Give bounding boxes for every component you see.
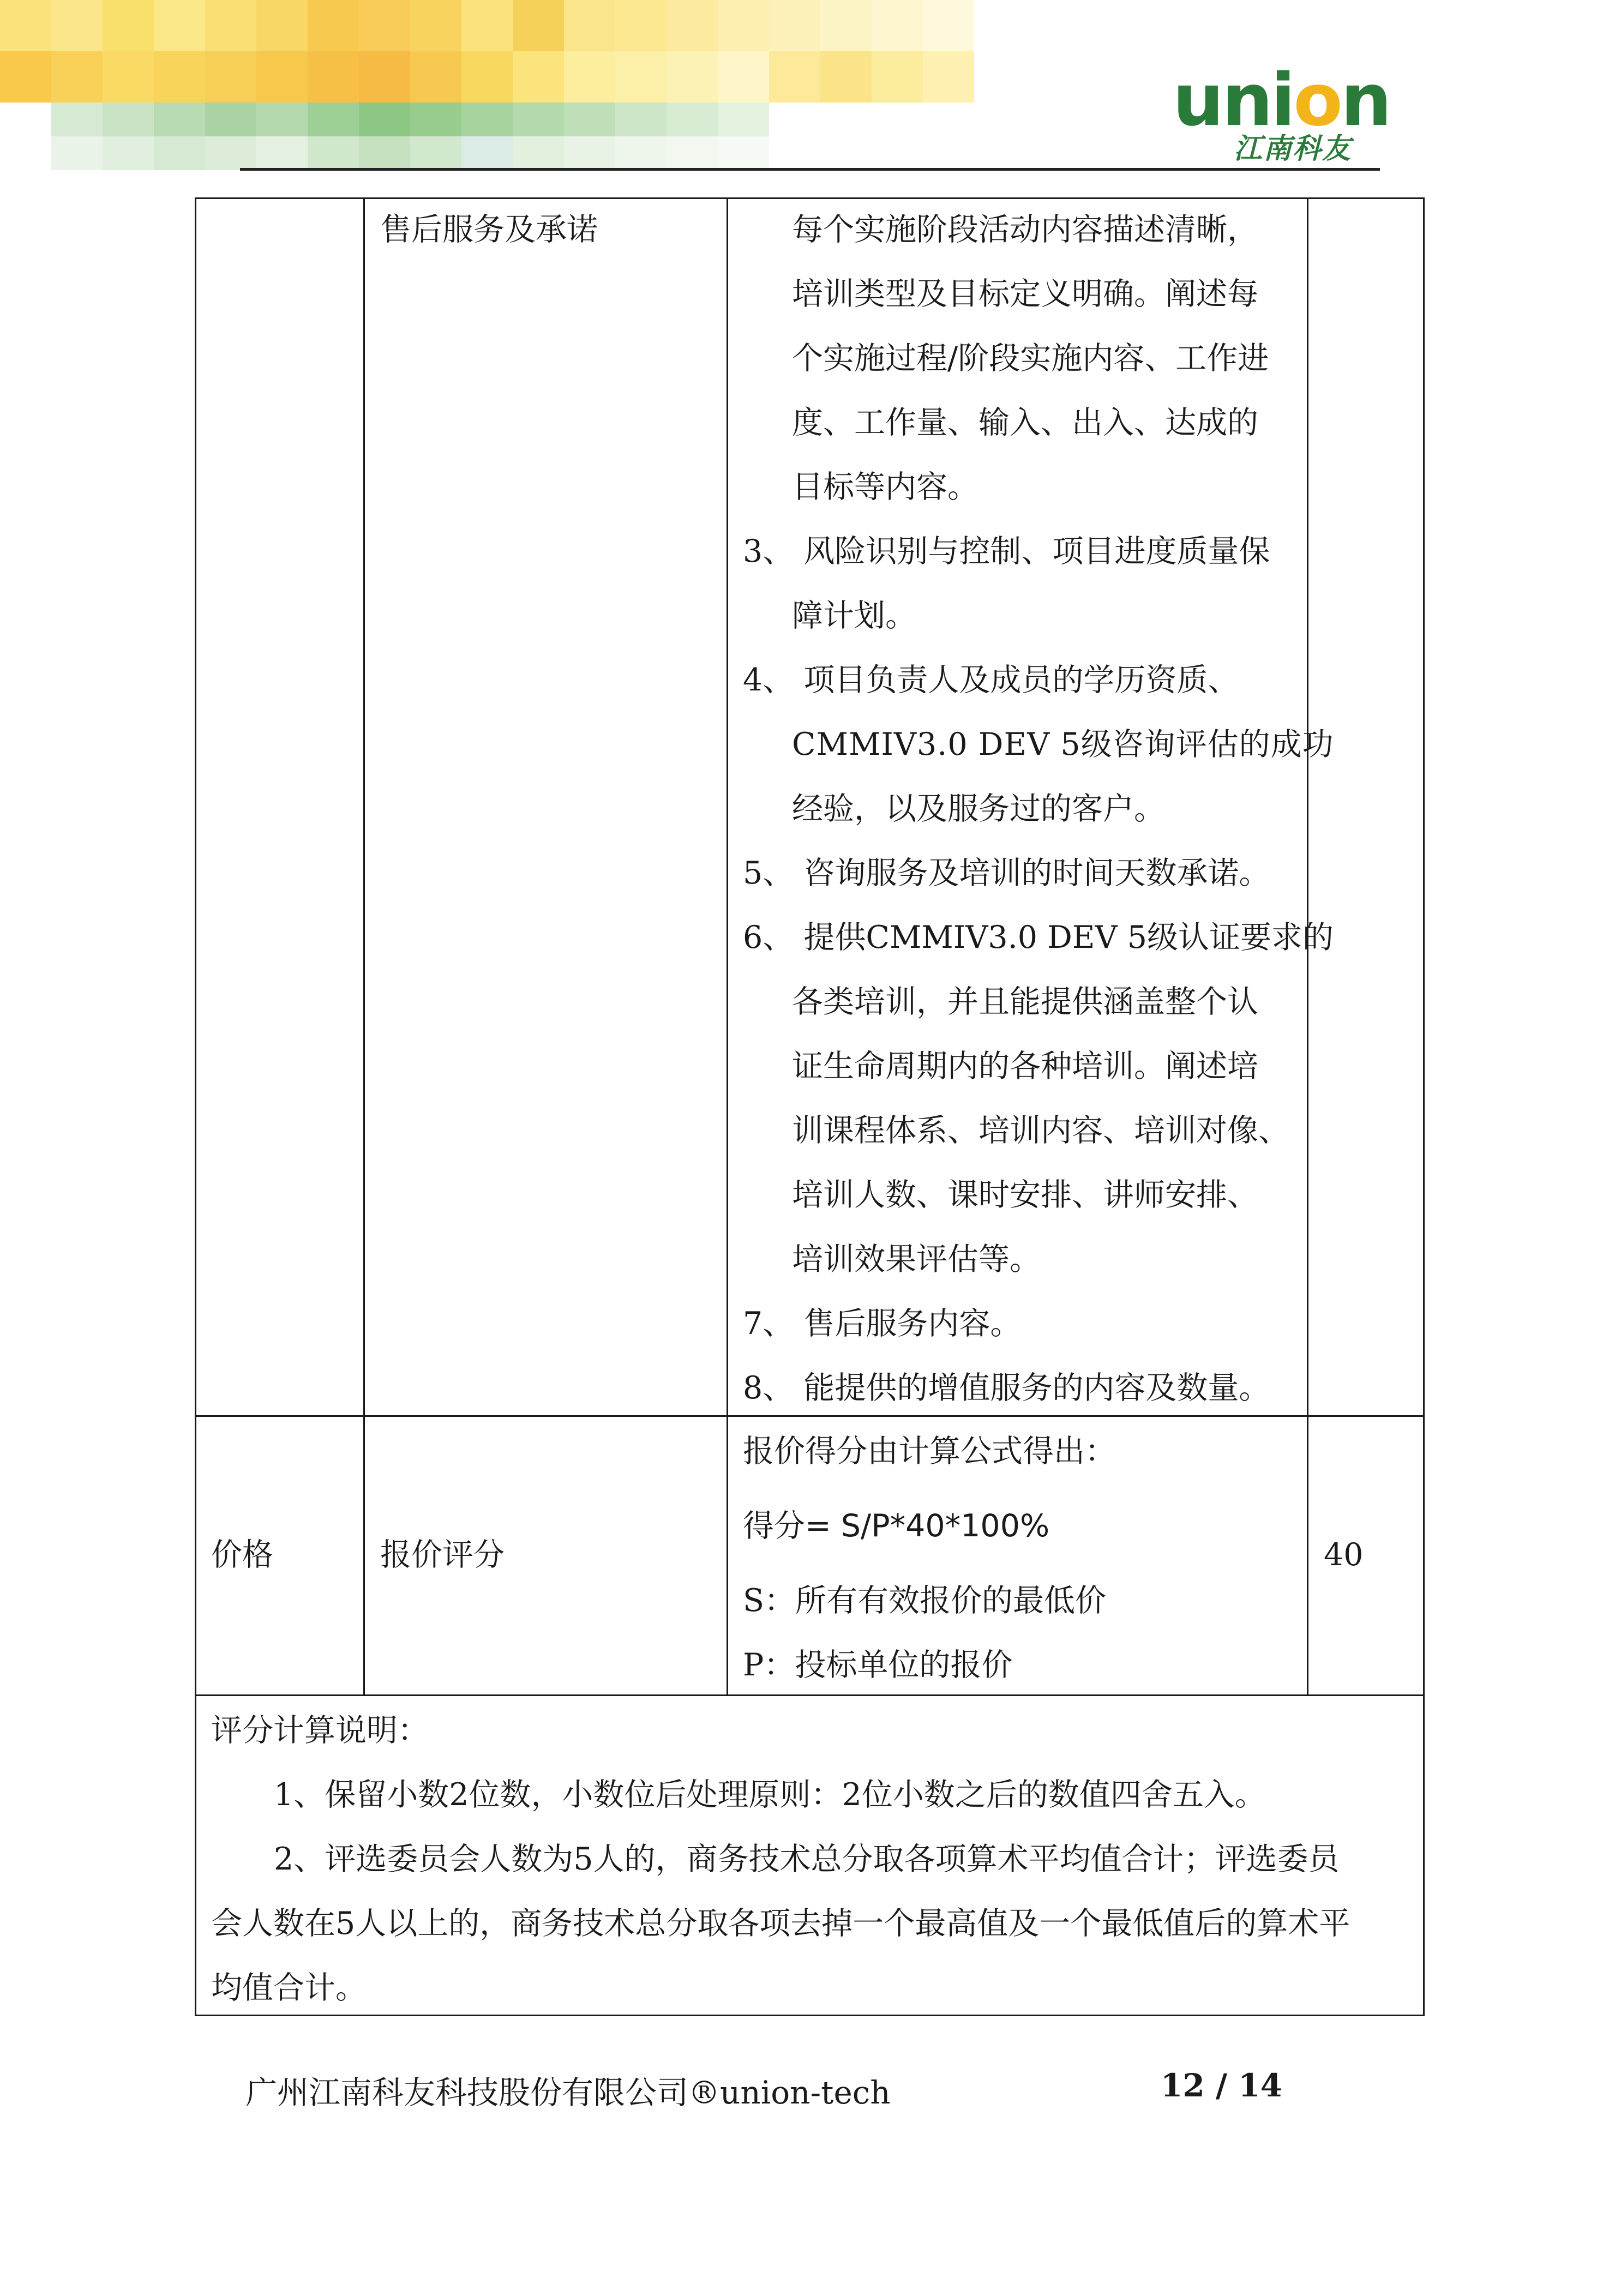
mosaic-tile [461,103,513,136]
mosaic-tile [51,0,103,51]
mosaic-tile [154,51,205,103]
sub-item-cell: 报价评分 [380,1537,505,1573]
mosaic-tile [820,0,872,51]
mosaic-tile [256,103,308,136]
notes-title: 评分计算说明： [211,1712,429,1748]
criteria-line: 培训效果评估等。 [792,1241,1041,1277]
mosaic-tile [308,136,359,170]
mosaic-tile [308,103,359,136]
mosaic-tile [513,136,564,170]
criteria-list-item: 3、 风险识别与控制、项目进度质量保 [743,533,1270,569]
mosaic-tile [513,0,564,51]
mosaic-tile [615,0,667,51]
mosaic-tile [51,51,103,103]
criteria-list-item: 7、 售后服务内容。 [743,1306,1022,1342]
criteria-line: P：投标单位的报价 [743,1647,1013,1683]
mosaic-tile [205,136,256,170]
logo-subtitle: 江南科友 [1234,133,1352,165]
criteria-line: 培训人数、课时安排、讲师安排、 [792,1177,1258,1213]
criteria-line: 各类培训，并且能提供涵盖整个认 [792,984,1258,1020]
notes-line: 均值合计。 [211,1970,367,2006]
mosaic-tile [564,136,615,170]
mosaic-tile [359,136,410,170]
scoring-table [195,197,1425,2016]
mosaic-tile [872,51,923,103]
company-logo [1173,58,1390,165]
mosaic-tile [667,136,718,170]
mosaic-tile [256,51,308,103]
mosaic-tile [667,103,718,136]
criteria-line: S：所有有效报价的最低价 [743,1583,1107,1619]
criteria-line: 报价得分由计算公式得出： [743,1433,1116,1469]
footer-page-number: 12 / 14 [1161,2067,1282,2104]
criteria-line: 经验，以及服务过的客户。 [792,791,1165,827]
mosaic-tile [410,136,461,170]
mosaic-tile [308,0,359,51]
mosaic-tile [718,103,769,136]
mosaic-tile [51,136,103,170]
criteria-line: 度、工作量、输入、出入、达成的 [792,405,1258,441]
logo-wordmark-part: n [1340,58,1390,142]
score-cell: 40 [1324,1537,1364,1573]
criteria-line: 障计划。 [792,598,916,634]
mosaic-tile [410,103,461,136]
sub-item-cell: 售后服务及承诺 [380,212,598,248]
mosaic-tile [564,103,615,136]
table-column-divider [363,197,365,1696]
criteria-line: 训课程体系、培训内容、培训对像、 [792,1113,1289,1149]
mosaic-tile [667,0,718,51]
mosaic-tile [205,51,256,103]
formula-line: 得分= S/P*40*100% [743,1508,1050,1544]
logo-wordmark-part: uni [1173,58,1294,142]
table-border-left [195,197,196,2016]
mosaic-tile [923,0,974,51]
mosaic-tile [51,103,103,136]
mosaic-tile [308,51,359,103]
mosaic-tile [718,136,769,170]
criteria-list-item: 8、 能提供的增值服务的内容及数量。 [743,1370,1270,1406]
mosaic-tile [615,103,667,136]
mosaic-tile [103,136,154,170]
mosaic-tile [461,0,513,51]
criteria-list-item: 4、 项目负责人及成员的学历资质、 [743,662,1239,698]
mosaic-tile [667,51,718,103]
mosaic-tile [410,0,461,51]
notes-line: 1、保留小数2位数，小数位后处理原则：2位小数之后的数值四舍五入。 [274,1777,1266,1813]
table-column-divider [727,197,728,1696]
mosaic-tile [718,51,769,103]
criteria-line: 个实施过程/阶段实施内容、工作进 [792,340,1269,376]
mosaic-tile [154,136,205,170]
mosaic-tile [205,103,256,136]
logo-wordmark-o: o [1293,58,1341,142]
mosaic-tile [359,51,410,103]
mosaic-tile [769,0,820,51]
notes-line: 2、评选委员会人数为5人的，商务技术总分取各项算术平均值合计；评选委员 [274,1841,1340,1877]
criteria-list-item: 6、 提供CMMIV3.0 DEV 5级认证要求的 [743,919,1334,955]
mosaic-tile [0,0,51,51]
mosaic-tile [718,0,769,51]
criteria-line: 培训类型及目标定义明确。阐述每 [792,276,1258,312]
mosaic-tile [461,136,513,170]
mosaic-tile [872,0,923,51]
mosaic-tile [103,0,154,51]
criteria-line: 每个实施阶段活动内容描述清晰， [792,212,1258,248]
mosaic-tile [564,0,615,51]
header-divider [240,168,1380,171]
mosaic-tile [154,0,205,51]
mosaic-tile [359,103,410,136]
category-cell: 价格 [211,1537,273,1573]
mosaic-tile [769,51,820,103]
mosaic-tile [615,51,667,103]
criteria-line: 证生命周期内的各种培训。阐述培 [792,1048,1258,1084]
criteria-line: CMMIV3.0 DEV 5级咨询评估的成功 [792,726,1334,762]
mosaic-tile [0,51,51,103]
mosaic-tile [513,51,564,103]
mosaic-tile [103,51,154,103]
mosaic-tile [154,103,205,136]
mosaic-tile [564,51,615,103]
header-mosaic-decoration [0,0,1009,173]
notes-line: 会人数在5人以上的，商务技术总分取各项去掉一个最高值及一个最低值后的算术平 [211,1906,1350,1942]
mosaic-tile [615,136,667,170]
mosaic-tile [820,51,872,103]
mosaic-tile [513,103,564,136]
mosaic-tile [103,103,154,136]
mosaic-tile [410,51,461,103]
mosaic-tile [205,0,256,51]
criteria-list-item: 5、 咨询服务及培训的时间天数承诺。 [743,855,1270,891]
mosaic-tile [461,51,513,103]
mosaic-tile [359,0,410,51]
criteria-line: 目标等内容。 [792,469,978,505]
footer-company-name: 广州江南科友科技股份有限公司®union-tech [245,2074,891,2111]
table-border-bottom [195,2015,1425,2016]
mosaic-tile [256,136,308,170]
mosaic-tile [923,51,974,103]
table-border-right [1423,197,1425,2016]
mosaic-tile [256,0,308,51]
